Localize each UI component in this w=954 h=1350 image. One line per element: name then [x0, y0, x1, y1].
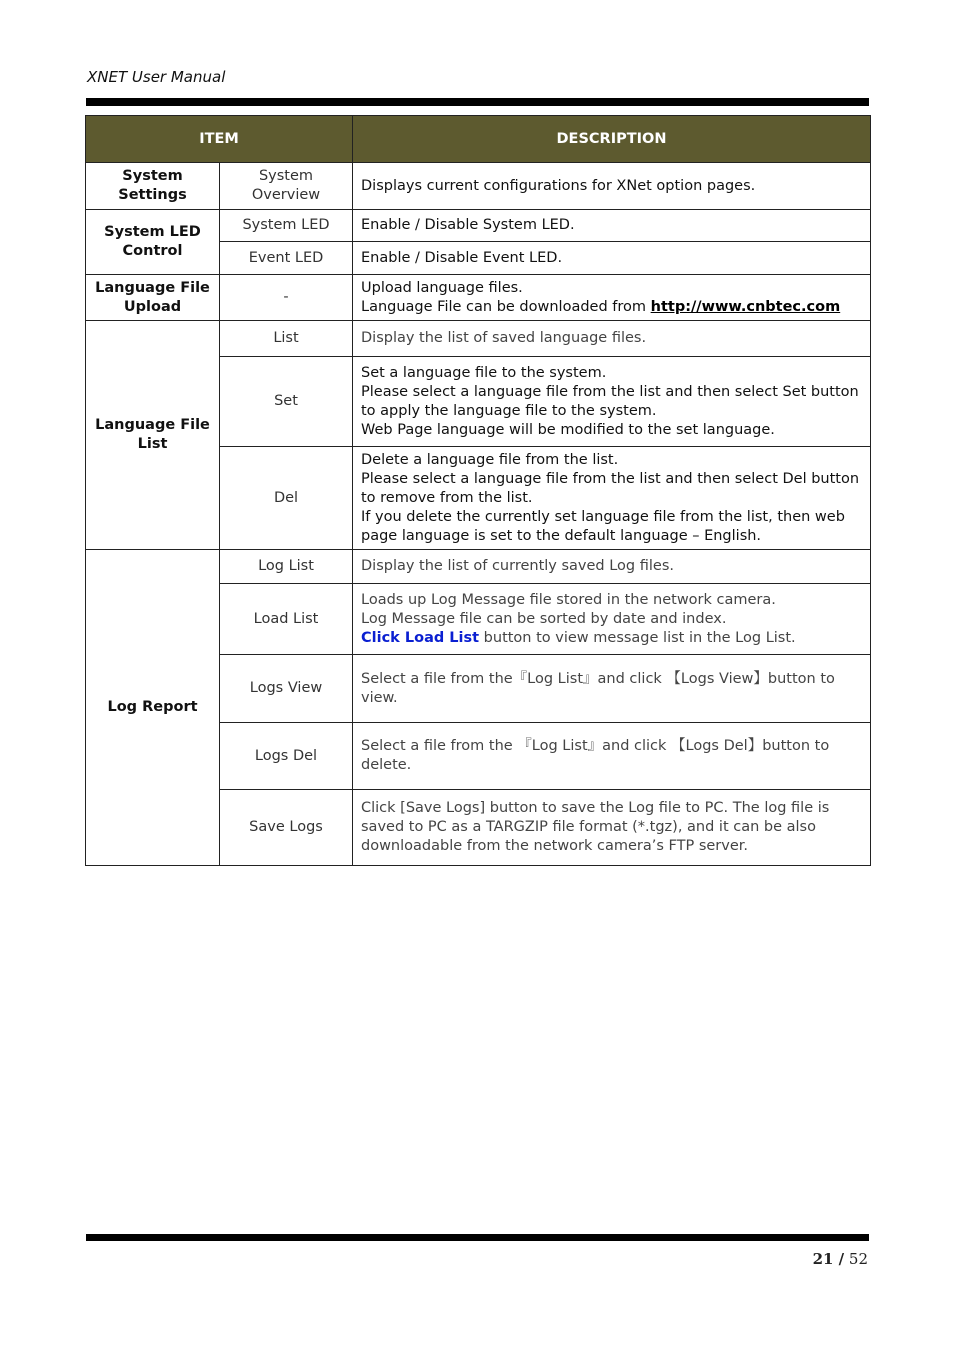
- table-row: [86, 321, 871, 357]
- subitem-list: List: [220, 321, 353, 357]
- page-total: 52: [844, 1250, 868, 1268]
- table-row: [86, 163, 871, 210]
- subitem-del: Del: [220, 447, 353, 550]
- description-line: Loads up Log Message file stored in the network camera.: [361, 591, 776, 608]
- description-line: If you delete the currently set language file from the list, then web page language is set to the default language – English.: [361, 508, 845, 544]
- page-number: [813, 1250, 868, 1268]
- description-cell: Displays current configurations for XNet option pages.: [353, 163, 871, 210]
- subitem-log-list: Log List: [220, 550, 353, 584]
- subitem-dash: -: [220, 275, 353, 321]
- category-log-report: Log Report: [86, 550, 220, 866]
- description-line: Set a language file to the system.: [361, 364, 607, 381]
- description-line: Log Message file can be sorted by date and index.: [361, 610, 727, 627]
- subitem-logs-view: Logs View: [220, 655, 353, 723]
- subitem-system-overview: System Overview: [220, 163, 353, 210]
- description-line: Please select a language file from the list and then select Del button to remove from the list.: [361, 470, 860, 506]
- document-header-title: XNET User Manual: [87, 68, 226, 86]
- subitem-load-list: Load List: [220, 584, 353, 655]
- description-line: Web Page language will be modified to the set language.: [361, 421, 775, 438]
- description-text: button to view message list in the Log List.: [479, 629, 796, 646]
- item-description-table: [85, 115, 871, 866]
- description-cell: [353, 447, 871, 550]
- description-line: Delete a language file from the list.: [361, 451, 619, 468]
- description-cell: [353, 357, 871, 447]
- description-cell: Select a file from the『Log List』and click 【Logs View】button to view.: [353, 655, 871, 723]
- description-cell: [353, 584, 871, 655]
- click-load-list-highlight: Click Load List: [361, 629, 480, 646]
- subitem-logs-del: Logs Del: [220, 723, 353, 790]
- table-row: [86, 550, 871, 584]
- description-line: [361, 298, 862, 317]
- category-language-file-upload: Language File Upload: [86, 275, 220, 321]
- subitem-system-led: System LED: [220, 210, 353, 242]
- category-system-led-control: System LED Control: [86, 210, 220, 275]
- page-current: 21 /: [812, 1250, 845, 1268]
- subitem-set: Set: [220, 357, 353, 447]
- download-link[interactable]: http://www.cnbtec.com: [650, 298, 841, 315]
- description-cell: Display the list of currently saved Log files.: [353, 550, 871, 584]
- description-line: [361, 629, 862, 648]
- category-language-file-list: Language File List: [86, 321, 220, 550]
- description-text: Language File can be downloaded from: [361, 298, 651, 315]
- table-header-row: [86, 116, 871, 163]
- description-cell: Display the list of saved language files.: [353, 321, 871, 357]
- description-cell: Click [Save Logs] button to save the Log file to PC. The log file is saved to PC as a TARGZIP file format (*.tgz), and it can be also downloadable from the network camera’s FTP server.: [353, 790, 871, 866]
- description-cell: Enable / Disable System LED.: [353, 210, 871, 242]
- table-row: [86, 210, 871, 242]
- table-row: [86, 275, 871, 321]
- description-line: Please select a language file from the list and then select Set button to apply the language file to the system.: [361, 383, 859, 419]
- column-header-item: ITEM: [86, 116, 353, 163]
- footer-rule: [86, 1234, 869, 1241]
- category-system-settings: System Settings: [86, 163, 220, 210]
- description-cell: [353, 275, 871, 321]
- description-cell: Enable / Disable Event LED.: [353, 242, 871, 275]
- subitem-event-led: Event LED: [220, 242, 353, 275]
- column-header-description: DESCRIPTION: [353, 116, 871, 163]
- description-cell: Select a file from the 『Log List』and click 【Logs Del】button to delete.: [353, 723, 871, 790]
- header-rule: [86, 98, 869, 106]
- description-line: Upload language files.: [361, 279, 523, 296]
- subitem-save-logs: Save Logs: [220, 790, 353, 866]
